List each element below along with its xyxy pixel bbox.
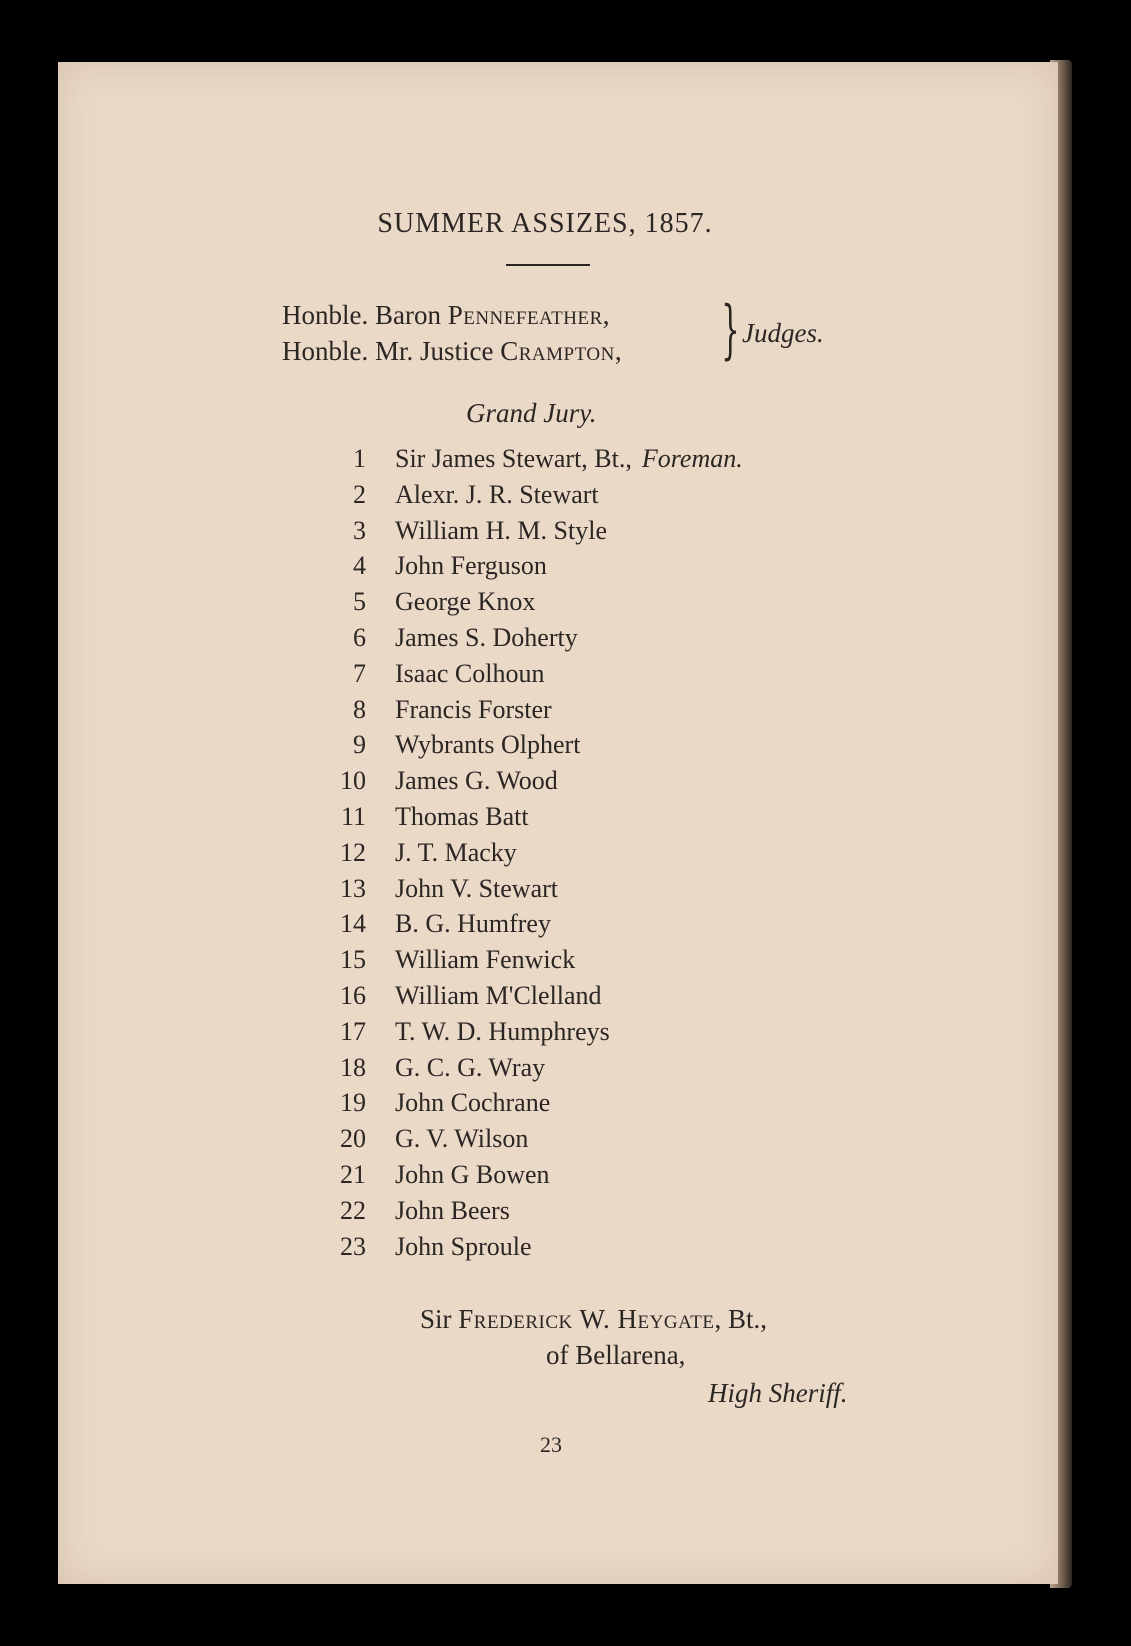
jury-member-name — [395, 695, 552, 725]
jury-member-number: 16 — [340, 980, 366, 1010]
jury-member-name — [395, 1232, 532, 1262]
judge-suffix: , — [614, 336, 622, 366]
jury-member-row — [300, 730, 860, 766]
jury-member-name — [395, 874, 558, 904]
jury-member-fullname: Francis Forster — [395, 694, 552, 724]
jury-member-name — [395, 1124, 528, 1154]
judges-label: Judges. — [742, 318, 824, 348]
jury-member-fullname: Isaac Colhoun — [395, 658, 545, 688]
jury-member-number: 4 — [353, 551, 366, 581]
jury-member-name — [395, 551, 547, 581]
judge-prefix: Honble. Mr. Justice — [282, 336, 501, 366]
jury-member-fullname: J. T. Macky — [395, 837, 517, 867]
title-rule — [506, 264, 590, 266]
jury-member-role: Foreman. — [641, 444, 743, 473]
jury-member-fullname: G. V. Wilson — [395, 1124, 529, 1154]
jury-member-row — [300, 838, 860, 874]
grand-jury-heading: Grand Jury. — [466, 398, 597, 428]
jury-member-number: 17 — [340, 1016, 366, 1046]
jury-member-number: 7 — [353, 658, 366, 688]
jury-member-row — [300, 1196, 860, 1232]
jury-member-name — [395, 766, 558, 796]
jury-member-name — [395, 730, 580, 760]
sheriff-name-line — [420, 1304, 767, 1335]
jury-member-name — [395, 659, 544, 689]
judge-line — [282, 336, 622, 367]
jury-member-name — [395, 1053, 545, 1083]
jury-member-row — [300, 981, 860, 1017]
jury-member-number: 8 — [353, 694, 366, 724]
jury-member-row — [300, 1053, 860, 1089]
jury-member-name — [395, 1088, 550, 1118]
jury-member-number: 12 — [340, 837, 366, 867]
jury-member-number: 6 — [353, 622, 366, 652]
jury-member-number: 1 — [353, 444, 366, 473]
jury-member-number: 21 — [340, 1159, 366, 1189]
jury-member-fullname: T. W. D. Humphreys — [395, 1016, 610, 1046]
jury-member-name — [395, 623, 578, 653]
jury-member-row — [300, 945, 860, 981]
jury-member-row — [300, 1124, 860, 1160]
jury-member-row — [300, 444, 860, 480]
jury-member-fullname: William M'Clelland — [395, 980, 602, 1010]
jury-member-row — [300, 587, 860, 623]
jury-member-fullname: John V. Stewart — [395, 873, 558, 903]
jury-member-fullname: John Beers — [395, 1195, 510, 1225]
jury-member-name — [395, 802, 529, 832]
jury-member-number: 18 — [340, 1052, 366, 1082]
jury-member-row — [300, 551, 860, 587]
jury-member-name — [395, 587, 535, 617]
jury-member-name — [395, 1017, 610, 1047]
jury-member-row — [300, 909, 860, 945]
judge-suffix: , — [602, 300, 610, 330]
jury-member-fullname: James S. Doherty — [395, 622, 578, 652]
jury-member-name — [395, 945, 575, 975]
jury-member-row — [300, 1232, 860, 1268]
grand-jury-list — [300, 444, 860, 1267]
jury-member-fullname: George Knox — [395, 587, 536, 617]
jury-member-row — [300, 874, 860, 910]
jury-member-fullname: B. G. Humfrey — [395, 909, 551, 939]
jury-member-number: 15 — [340, 945, 366, 975]
sheriff-suffix: , Bt., — [714, 1304, 767, 1334]
jury-member-fullname: John Cochrane — [395, 1088, 551, 1118]
jury-member-row — [300, 766, 860, 802]
sheriff-prefix: Sir — [420, 1304, 459, 1334]
jury-member-number: 3 — [353, 515, 366, 545]
jury-member-row — [300, 659, 860, 695]
jury-member-number: 2 — [353, 479, 366, 509]
judge-surname: Pennefeather — [447, 300, 603, 330]
jury-member-name — [395, 1160, 550, 1190]
jury-member-row — [300, 480, 860, 516]
judge-line — [282, 300, 610, 331]
jury-member-fullname: John Ferguson — [395, 551, 547, 581]
jury-member-fullname: John Sproule — [395, 1231, 532, 1261]
jury-member-row — [300, 1088, 860, 1124]
sheriff-name: Frederick W. Heygate — [458, 1304, 715, 1334]
jury-member-row — [300, 1160, 860, 1196]
jury-member-number: 10 — [340, 766, 366, 796]
judge-prefix: Honble. Baron — [282, 300, 448, 330]
jury-member-number: 9 — [353, 730, 366, 760]
jury-member-number: 23 — [340, 1231, 366, 1261]
jury-member-name — [395, 516, 607, 546]
jury-member-number: 5 — [353, 587, 366, 617]
page-title: SUMMER ASSIZES, 1857. — [377, 208, 713, 239]
jury-member-fullname: William Fenwick — [395, 945, 576, 975]
jury-member-number: 19 — [340, 1088, 366, 1118]
jury-member-fullname: Thomas Batt — [395, 801, 529, 831]
jury-member-number: 13 — [340, 873, 366, 903]
jury-member-row — [300, 802, 860, 838]
jury-member-row — [300, 516, 860, 552]
jury-member-row — [300, 695, 860, 731]
sheriff-title: High Sheriff. — [708, 1378, 848, 1408]
jury-member-number: 20 — [340, 1124, 366, 1154]
jury-member-number: 14 — [340, 909, 366, 939]
jury-member-name — [395, 444, 743, 474]
sheriff-place: of Bellarena, — [546, 1340, 686, 1370]
jury-member-number: 22 — [340, 1195, 366, 1225]
judges-brace: } — [721, 293, 740, 367]
jury-member-name — [395, 480, 599, 510]
jury-member-fullname: William H. M. Style — [395, 515, 607, 545]
jury-member-row — [300, 623, 860, 659]
jury-member-name — [395, 838, 517, 868]
jury-member-fullname: Sir James Stewart, Bt., — [395, 444, 632, 473]
jury-member-name — [395, 909, 551, 939]
jury-member-fullname: James G. Wood — [395, 766, 558, 796]
page-number: 23 — [540, 1432, 562, 1457]
jury-member-number: 11 — [340, 801, 366, 831]
judge-surname: Crampton — [500, 336, 615, 366]
jury-member-fullname: Wybrants Olphert — [395, 730, 581, 760]
jury-member-fullname: G. C. G. Wray — [395, 1052, 546, 1082]
jury-member-name — [395, 1196, 510, 1226]
jury-member-row — [300, 1017, 860, 1053]
jury-member-name — [395, 981, 602, 1011]
jury-member-fullname: Alexr. J. R. Stewart — [395, 479, 599, 509]
jury-member-fullname: John G Bowen — [395, 1159, 550, 1189]
